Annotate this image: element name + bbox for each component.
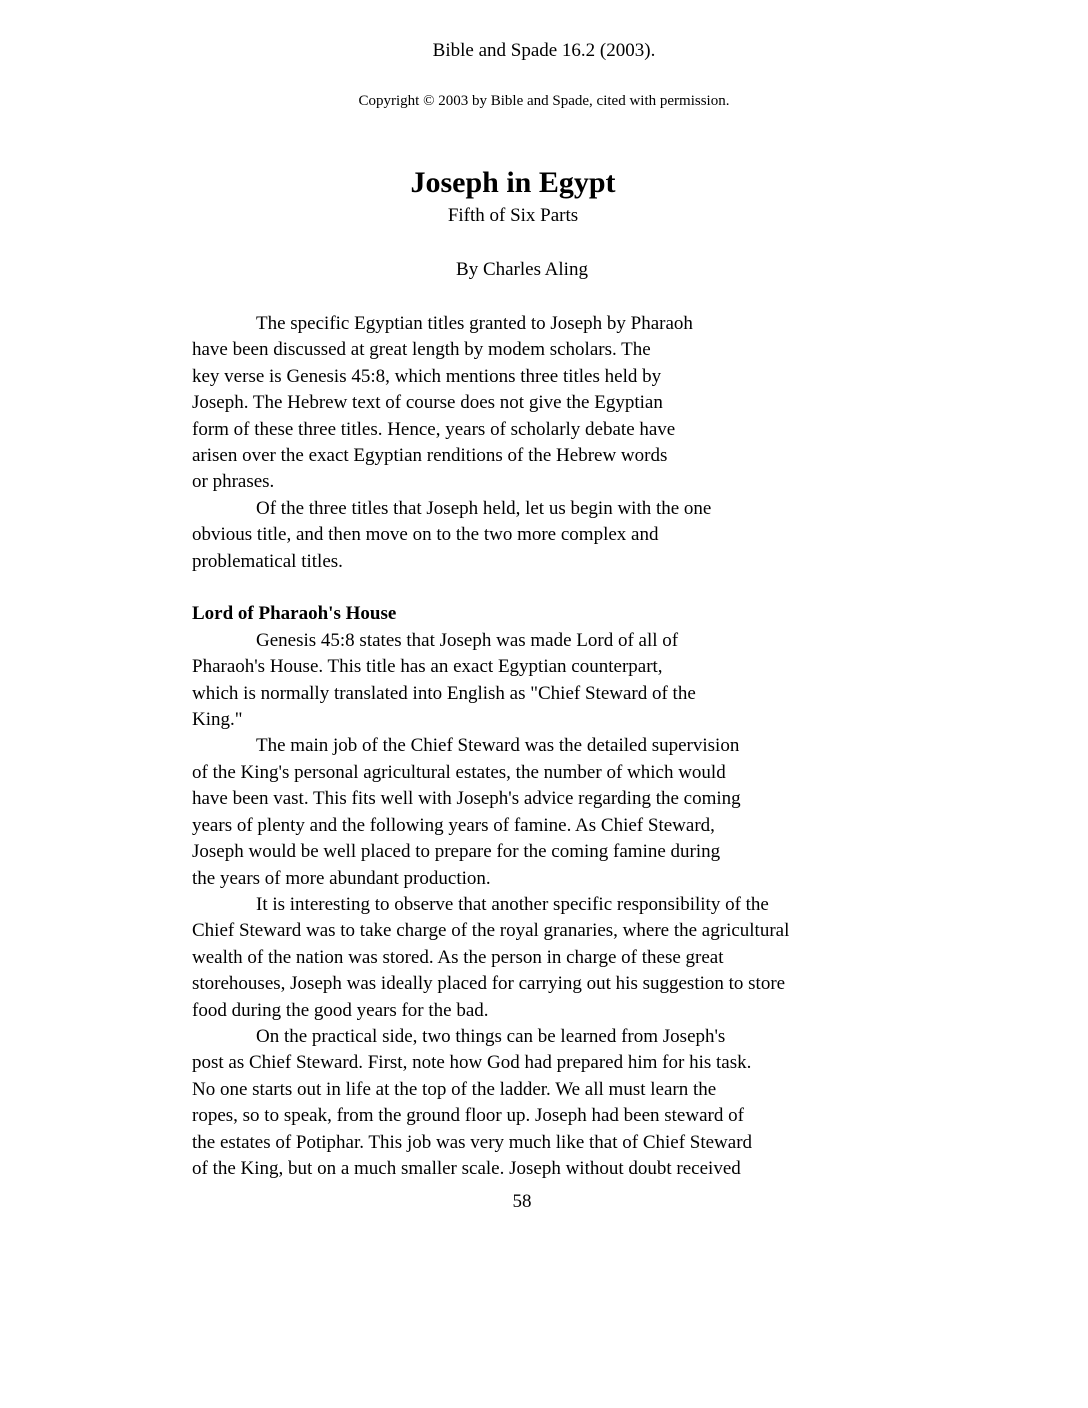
text-line: or phrases. [192,471,275,493]
text-line: arisen over the exact Egyptian renditions of the Hebrew words [192,445,668,467]
text-line: have been discussed at great length by modem scholars. The [192,339,651,361]
text-line: storehouses, Joseph was ideally placed for carrying out his suggestion to store [192,973,786,995]
text-line: which is normally translated into English as "Chief Steward of the [192,682,696,704]
article-subtitle: Fifth of Six Parts [447,205,579,226]
copyright-notice: Copyright © 2003 by Bible and Spade, cited with permission. [358,93,730,109]
text-line: of the King, but on a much smaller scale. Joseph without doubt received [192,1157,741,1179]
text-line: food during the good years for the bad. [192,999,489,1021]
article-body [192,311,932,1182]
text-line: post as Chief Steward. First, note how God had prepared him for his task. [192,1052,752,1074]
paragraph [192,892,932,1024]
text-line: problematical titles. [192,550,343,572]
paragraph [192,311,932,496]
text-line: No one starts out in life at the top of the ladder. We all must learn the [192,1078,717,1100]
paragraph [192,733,932,891]
paragraph [192,496,932,575]
page-number: 58 [512,1191,532,1212]
text-line: years of plenty and the following years of famine. As Chief Steward, [192,814,715,836]
text-line: Of the three titles that Joseph held, let us begin with the one [256,497,712,519]
text-line: have been vast. This fits well with Joseph's advice regarding the coming [192,788,741,810]
author-byline: By Charles Aling [456,259,588,280]
text-line: form of these three titles. Hence, years of scholarly debate have [192,418,676,440]
text-line: Pharaoh's House. This title has an exact Egyptian counterpart, [192,656,663,678]
article-title: Joseph in Egypt [410,166,616,199]
text-line: Genesis 45:8 states that Joseph was made Lord of all of [256,629,679,651]
text-line: On the practical side, two things can be learned from Joseph's [256,1025,726,1047]
text-line: Chief Steward was to take charge of the royal granaries, where the agricultural [192,920,790,942]
paragraph-spacer [192,575,932,601]
text-line: The specific Egyptian titles granted to Joseph by Pharaoh [256,313,693,334]
text-line: Joseph. The Hebrew text of course does not give the Egyptian [192,392,663,414]
paragraph [192,1024,932,1182]
text-line: wealth of the nation was stored. As the person in charge of these great [192,946,724,968]
text-line: ropes, so to speak, from the ground floor up. Joseph had been steward of [192,1105,744,1127]
text-line: the years of more abundant production. [192,867,491,889]
text-line: the estates of Potiphar. This job was very much like that of Chief Steward [192,1131,753,1153]
text-line: It is interesting to observe that another specific responsibility of the [256,893,769,915]
section-heading: Lord of Pharaoh's House [192,603,397,625]
text-line: obvious title, and then move on to the two more complex and [192,524,659,546]
text-line: King." [192,709,243,731]
paragraph [192,628,932,734]
text-line: of the King's personal agricultural estates, the number of which would [192,761,726,783]
text-line: key verse is Genesis 45:8, which mentions three titles held by [192,365,662,387]
text-line: Joseph would be well placed to prepare for the coming famine during [192,841,721,863]
text-line: The main job of the Chief Steward was the detailed supervision [256,735,740,757]
citation-header: Bible and Spade 16.2 (2003). [432,40,656,61]
